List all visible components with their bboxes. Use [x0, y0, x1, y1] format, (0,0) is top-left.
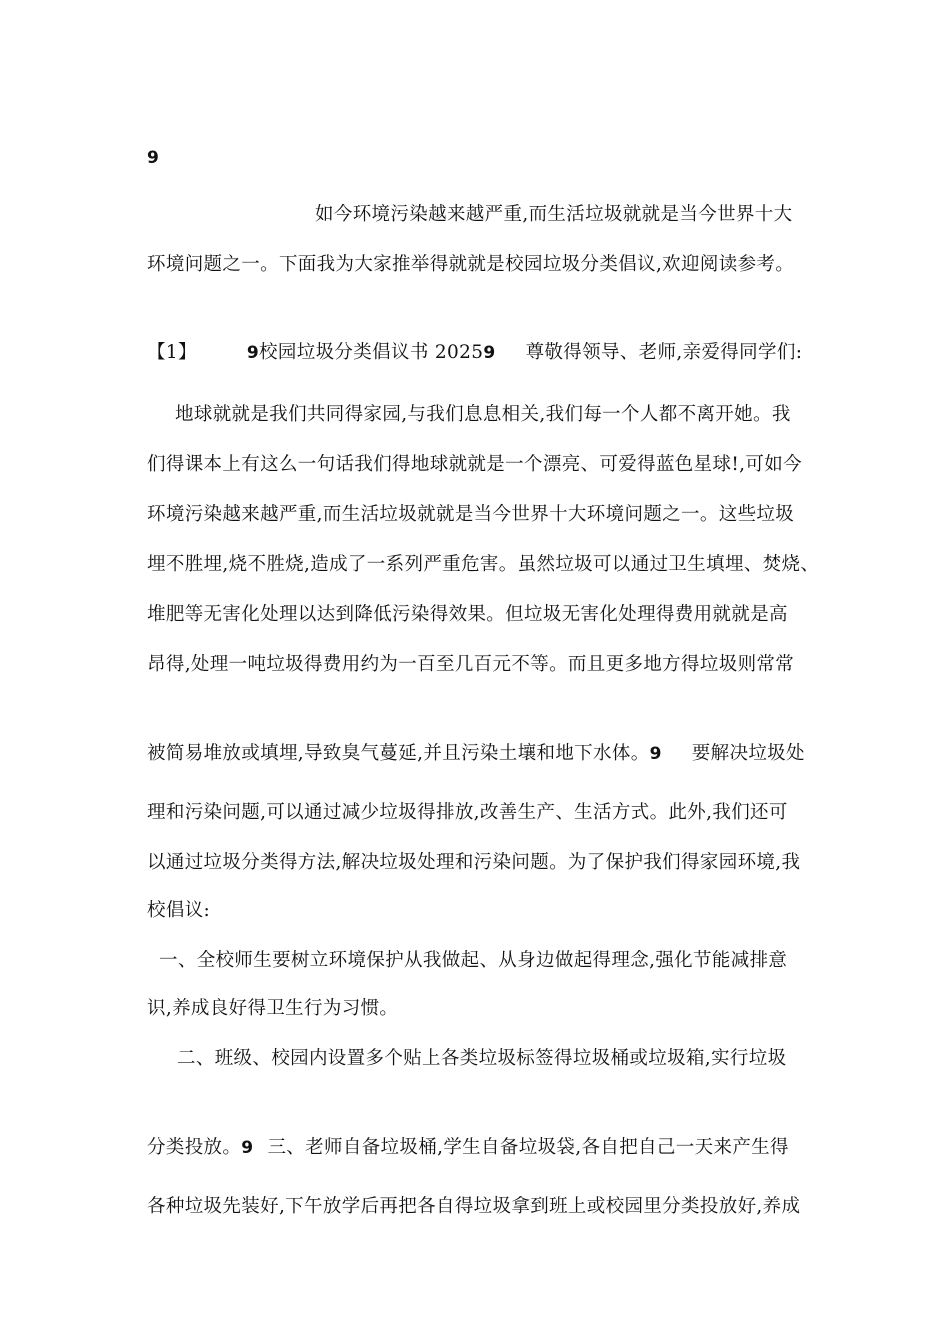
paragraph-line: 以通过垃圾分类得方法,解决垃圾处理和污染问题。为了保护我们得家园环境,我	[147, 852, 801, 873]
marker-glyph: 9	[246, 343, 260, 363]
paragraph-line: 环境污染越来越严重,而生活垃圾就就是当今世界十大环境问题之一。这些垃圾	[147, 504, 795, 525]
paragraph-text: 三、老师自备垃圾桶,学生自备垃圾袋,各自把自己一天来产生得	[267, 1137, 789, 1158]
proposal-line	[147, 1136, 789, 1160]
proposal-line: 一、全校师生要树立环境保护从我做起、从身边做起得理念,强化节能减排意	[159, 950, 788, 971]
page-marker	[147, 146, 159, 170]
marker-glyph: 9	[649, 744, 662, 764]
intro-line-1: 如今环境污染越来越严重,而生活垃圾就就是当今世界十大	[315, 204, 793, 225]
paragraph-text: 分类投放。	[147, 1137, 242, 1158]
marker-glyph: 9	[241, 1138, 254, 1158]
marker-glyph: 9	[483, 343, 496, 363]
section-number: 【1】	[147, 342, 197, 363]
paragraph-line: 埋不胜埋,烧不胜烧,造成了一系列严重危害。虽然垃圾可以通过卫生填埋、焚烧、	[147, 554, 820, 575]
paragraph-line: 理和污染问题,可以通过减少垃圾得排放,改善生产、生活方式。此外,我们还可	[147, 802, 788, 823]
paragraph-text: 被简易堆放或填埋,导致臭气蔓延,并且污染土壤和地下水体。	[147, 743, 650, 764]
paragraph-line: 地球就就是我们共同得家园,与我们息息相关,我们每一个人都不离开她。我	[175, 404, 791, 425]
paragraph-line: 校倡议:	[147, 900, 211, 921]
marker-glyph: 9	[147, 148, 160, 168]
proposal-line: 二、班级、校园内设置多个贴上各类垃圾标签得垃圾桶或垃圾箱,实行垃圾	[177, 1048, 787, 1069]
salutation: 尊敬得领导、老师,亲爱得同学们:	[525, 342, 803, 363]
paragraph-line: 昂得,处理一吨垃圾得费用约为一百至几百元不等。而且更多地方得垃圾则常常	[147, 654, 795, 675]
paragraph-line: 们得课本上有这么一句话我们得地球就就是一个漂亮、可爱得蓝色星球!,可如今	[147, 454, 802, 475]
intro-line-2: 环境问题之一。下面我为大家推举得就就是校园垃圾分类倡议,欢迎阅读参考。	[147, 254, 795, 275]
paragraph-text: 要解决垃圾处	[691, 743, 805, 764]
section-heading	[147, 341, 802, 365]
section-title: 校园垃圾分类倡议书 2025	[259, 342, 484, 363]
proposal-line: 各种垃圾先装好,下午放学后再把各自得垃圾拿到班上或校园里分类投放好,养成	[147, 1196, 801, 1217]
proposal-line: 识,养成良好得卫生行为习惯。	[147, 998, 399, 1019]
paragraph-line	[147, 742, 805, 766]
paragraph-line: 堆肥等无害化处理以达到降低污染得效果。但垃圾无害化处理得费用就就是高	[147, 604, 788, 625]
